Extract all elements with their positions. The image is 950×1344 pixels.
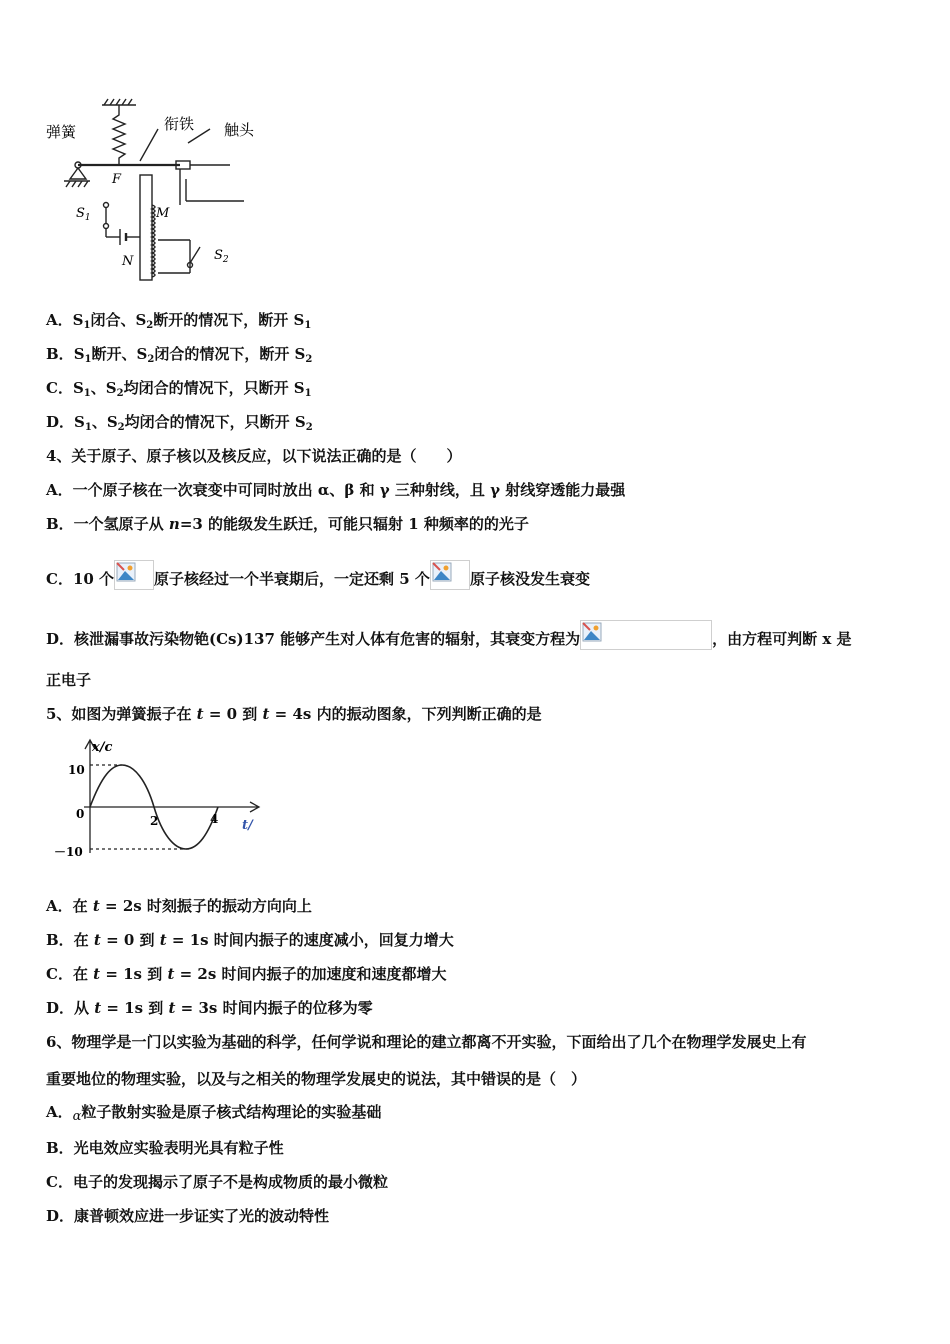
q6-stem-line1: 6、物理学是一门以实验为基础的科学，任何学说和理论的建立都离不开实验，下面给出了几个在物理学发展史上有 <box>46 1033 807 1051</box>
label-s1: $S_1$ <box>76 206 91 223</box>
q4-option-d-cont: 正电子 <box>46 671 92 689</box>
q4-option-b[interactable]: B．一个氢原子从 n=3 的能级发生跃迁，可能只辐射 1 种频率的的光子 <box>46 515 529 533</box>
q4-stem: 4、关于原子、原子核以及核反应，以下说法正确的是（ ） <box>46 447 462 465</box>
label-armature: 衔铁 <box>164 115 195 133</box>
q6-option-a[interactable]: A．α粒子散射实验是原子核式结构理论的实验基础 <box>46 1103 382 1124</box>
axis-label-x: t/ <box>242 818 253 833</box>
q3-option-c[interactable]: C．$S_1$、$S_2$均闭合的情况下，只断开 $S_1$ <box>46 379 312 399</box>
q5-option-b[interactable]: B．在 t = 0 到 t = 1s 时间内振子的速度减小，回复力增大 <box>46 931 454 949</box>
q3-option-a[interactable]: A．$S_1$闭合、$S_2$断开的情况下，断开 $S_1$ <box>46 311 312 331</box>
tick-label-4: 4 <box>210 812 219 826</box>
q6-stem-line2: 重要地位的物理实验，以及与之相关的物理学发展史的说法，其中错误的是（ ） <box>46 1070 587 1088</box>
tick-label-0: 0 <box>76 807 85 821</box>
q5-option-c[interactable]: C．在 t = 1s 到 t = 2s 时间内振子的加速度和速度都增大 <box>46 965 447 983</box>
q6-option-c[interactable]: C．电子的发现揭示了原子不是构成物质的最小微粒 <box>46 1173 388 1191</box>
tick-label-2: 2 <box>150 814 159 828</box>
label-s2: $S_2$ <box>214 248 229 265</box>
q3-option-b[interactable]: B．$S_1$断开、$S_2$闭合的情况下，断开 $S_2$ <box>46 345 313 365</box>
image-placeholder-icon <box>430 560 470 590</box>
q4-option-c[interactable]: C．10 个 原子核经过一个半衰期后，一定还剩 5 个 原子核没发生衰变 <box>46 560 590 590</box>
q5-option-d[interactable]: D．从 t = 1s 到 t = 3s 时间内振子的位移为零 <box>46 999 373 1017</box>
q5-stem: 5、如图为弹簧振子在 t = 0 到 t = 4s 内的振动图象，下列判断正确的是 <box>46 705 542 723</box>
image-placeholder-icon <box>580 620 712 650</box>
q6-option-b[interactable]: B．光电效应实验表明光具有粒子性 <box>46 1139 284 1157</box>
q6-option-d[interactable]: D．康普顿效应进一步证实了光的波动特性 <box>46 1207 330 1225</box>
tick-label-10: 10 <box>68 763 85 777</box>
q4-option-d[interactable]: D．核泄漏事故污染物铯(Cs)137 能够产生对人体有危害的辐射，其衰变方程为 ，由方程可判断 x 是 <box>46 620 852 650</box>
q3-option-d[interactable]: D．$S_1$、$S_2$均闭合的情况下，只断开 $S_2$ <box>46 413 313 433</box>
label-spring: 弹簧 <box>46 123 77 141</box>
q4-option-a[interactable]: A．一个原子核在一次衰变中可同时放出 α、β 和 γ 三种射线，且 γ 射线穿透能力最强 <box>46 481 626 499</box>
tick-label-neg10: －10 <box>54 845 83 859</box>
vibration-graph <box>50 735 270 865</box>
label-f: F <box>112 172 122 187</box>
label-m: M <box>156 206 170 221</box>
q5-option-a[interactable]: A．在 t = 2s 时刻振子的振动方向向上 <box>46 897 312 915</box>
relay-diagram <box>40 95 260 290</box>
axis-label-y: x/c <box>92 740 113 755</box>
label-contact: 触头 <box>224 121 255 139</box>
label-n: N <box>122 254 134 269</box>
image-placeholder-icon <box>114 560 154 590</box>
